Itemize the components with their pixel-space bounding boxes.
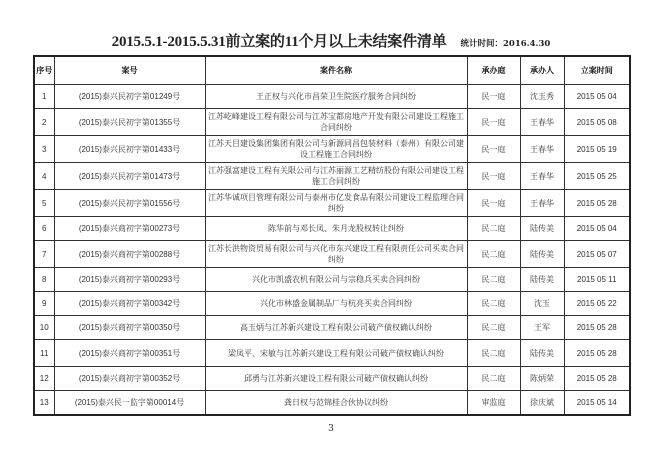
case-name-cell: 王正权与兴化市昌荣卫生院医疗服务合同纠纷 [205, 85, 467, 109]
table-row [34, 391, 630, 416]
judge-cell: 沈玉 [520, 292, 564, 316]
case-number-cell: (2015)泰兴民初字第01433号 [54, 136, 205, 163]
case-name-cell: 江苏长洪物资贸易有限公司与兴化市东兴建设工程有限责任公司买卖合同纠纷 [205, 241, 467, 268]
row-number-cell: 7 [34, 241, 54, 268]
case-number-cell: (2015)泰兴民初字第01473号 [54, 163, 205, 190]
row-number-cell: 1 [34, 85, 54, 109]
filing-date-cell: 2015 05 04 [564, 85, 630, 109]
header-filing-date: 立案时间 [564, 56, 630, 85]
department-cell: 民一庭 [467, 109, 520, 136]
row-number-cell: 13 [34, 391, 54, 416]
header-case-number: 案号 [54, 56, 205, 85]
table-header-row [34, 56, 630, 85]
filing-date-cell: 2015 05 04 [564, 217, 630, 241]
case-number-cell: (2015)泰兴商初字第00352号 [54, 367, 205, 391]
department-cell: 民二庭 [467, 292, 520, 316]
judge-cell: 陈炳荣 [520, 367, 564, 391]
department-cell: 民二庭 [467, 316, 520, 340]
department-cell: 民二庭 [467, 241, 520, 268]
table-row [34, 136, 630, 163]
filing-date-cell: 2015 05 28 [564, 340, 630, 367]
case-name-cell: 陈华前与邓长凤、朱月龙股权转让纠纷 [205, 217, 467, 241]
row-number-cell: 4 [34, 163, 54, 190]
document-header [33, 30, 629, 51]
department-cell: 审监庭 [467, 391, 520, 416]
row-number-cell: 5 [34, 190, 54, 217]
case-number-cell: (2015)泰兴商初字第00293号 [54, 268, 205, 292]
row-number-cell: 10 [34, 316, 54, 340]
filing-date-cell: 2015 05 22 [564, 292, 630, 316]
filing-date-cell: 2015 05 28 [564, 367, 630, 391]
row-number-cell: 8 [34, 268, 54, 292]
judge-cell: 陆传美 [520, 241, 564, 268]
judge-cell: 陆传美 [520, 340, 564, 367]
department-cell: 民二庭 [467, 367, 520, 391]
case-name-cell: 高玉炳与江苏新兴建设工程有限公司破产债权确认纠纷 [205, 316, 467, 340]
header-judge: 承办人 [520, 56, 564, 85]
filing-date-cell: 2015 05 25 [564, 163, 630, 190]
judge-cell: 徐庆斌 [520, 391, 564, 416]
department-cell: 民一庭 [467, 85, 520, 109]
filing-date-cell: 2015 05 28 [564, 316, 630, 340]
judge-cell: 陆传美 [520, 268, 564, 292]
case-table [33, 55, 631, 416]
case-number-cell: (2015)泰兴商初字第00342号 [54, 292, 205, 316]
table-row [34, 241, 630, 268]
table-row [34, 316, 630, 340]
judge-cell: 王春华 [520, 190, 564, 217]
case-number-cell: (2015)泰兴商初字第00288号 [54, 241, 205, 268]
case-name-cell: 江苏强富建设工程有关限公司与江苏丽源工艺精纺股份有限公司建设工程施工合同纠纷 [205, 163, 467, 190]
table-row [34, 190, 630, 217]
department-cell: 民一庭 [467, 163, 520, 190]
judge-cell: 王春华 [520, 136, 564, 163]
case-number-cell: (2015)泰兴商初字第00351号 [54, 340, 205, 367]
row-number-cell: 12 [34, 367, 54, 391]
filing-date-cell: 2015 05 07 [564, 241, 630, 268]
page-number: 3 [328, 424, 334, 434]
table-row [34, 109, 630, 136]
judge-cell: 陆传美 [520, 217, 564, 241]
judge-cell: 王春华 [520, 109, 564, 136]
case-number-cell: (2015)泰兴商初字第00350号 [54, 316, 205, 340]
case-name-cell: 兴化市凯盛农机有限公司与宗稳兵买卖合同纠纷 [205, 268, 467, 292]
row-number-cell: 3 [34, 136, 54, 163]
case-name-cell: 龚日权与范锦桂合伙协议纠纷 [205, 391, 467, 416]
case-number-cell: (2015)泰兴民初字第01355号 [54, 109, 205, 136]
department-cell: 民一庭 [467, 136, 520, 163]
filing-date-cell: 2015 05 08 [564, 109, 630, 136]
case-number-cell: (2015)泰兴民初字第01249号 [54, 85, 205, 109]
table-row [34, 268, 630, 292]
judge-cell: 王春华 [520, 163, 564, 190]
row-number-cell: 6 [34, 217, 54, 241]
department-cell: 民二庭 [467, 268, 520, 292]
filing-date-cell: 2015 05 28 [564, 190, 630, 217]
table-row [34, 85, 630, 109]
header-no: 序号 [34, 56, 54, 85]
judge-cell: 王军 [520, 316, 564, 340]
row-number-cell: 9 [34, 292, 54, 316]
filing-date-cell: 2015 05 11 [564, 268, 630, 292]
table-row [34, 163, 630, 190]
document-title: 2015.5.1-2015.5.31前立案的11个月以上未结案件清单 [111, 34, 447, 50]
row-number-cell: 11 [34, 340, 54, 367]
case-name-cell: 兴化市林盛金属制品厂与杭亮买卖合同纠纷 [205, 292, 467, 316]
table-row [34, 217, 630, 241]
case-name-cell: 江苏天目建设集团集团有限公司与新源同昌包装材料（泰州）有限公司建设工程施工合同纠纷 [205, 136, 467, 163]
department-cell: 民一庭 [467, 190, 520, 217]
case-number-cell: (2015)泰兴民一监字第00014号 [54, 391, 205, 416]
case-name-cell: 江苏屹峰建设工程有限公司与江苏宝都房地产开发有限公司建设工程施工合同纠纷 [205, 109, 467, 136]
case-name-cell: 江苏华诚项目管理有限公司与泰州市亿发食品有限公司建设工程监理合同纠纷 [205, 190, 467, 217]
department-cell: 民二庭 [467, 217, 520, 241]
filing-date-cell: 2015 05 14 [564, 391, 630, 416]
case-number-cell: (2015)泰兴民初字第01556号 [54, 190, 205, 217]
table-row [34, 292, 630, 316]
table-row [34, 340, 630, 367]
table-row [34, 367, 630, 391]
department-cell: 民二庭 [467, 340, 520, 367]
header-department: 承办庭 [467, 56, 520, 85]
case-name-cell: 邱勇与江苏新兴建设工程有限公司破产债权确认纠纷 [205, 367, 467, 391]
header-case-name: 案件名称 [205, 56, 467, 85]
judge-cell: 沈玉秀 [520, 85, 564, 109]
case-name-cell: 梁凤平、宋敏与江苏新兴建设工程有限公司破产债权确认纠纷 [205, 340, 467, 367]
filing-date-cell: 2015 05 19 [564, 136, 630, 163]
case-number-cell: (2015)泰兴商初字第00273号 [54, 217, 205, 241]
table-wrapper [33, 55, 629, 434]
row-number-cell: 2 [34, 109, 54, 136]
stat-time: 统计时间：2016.4.30 [460, 39, 551, 49]
